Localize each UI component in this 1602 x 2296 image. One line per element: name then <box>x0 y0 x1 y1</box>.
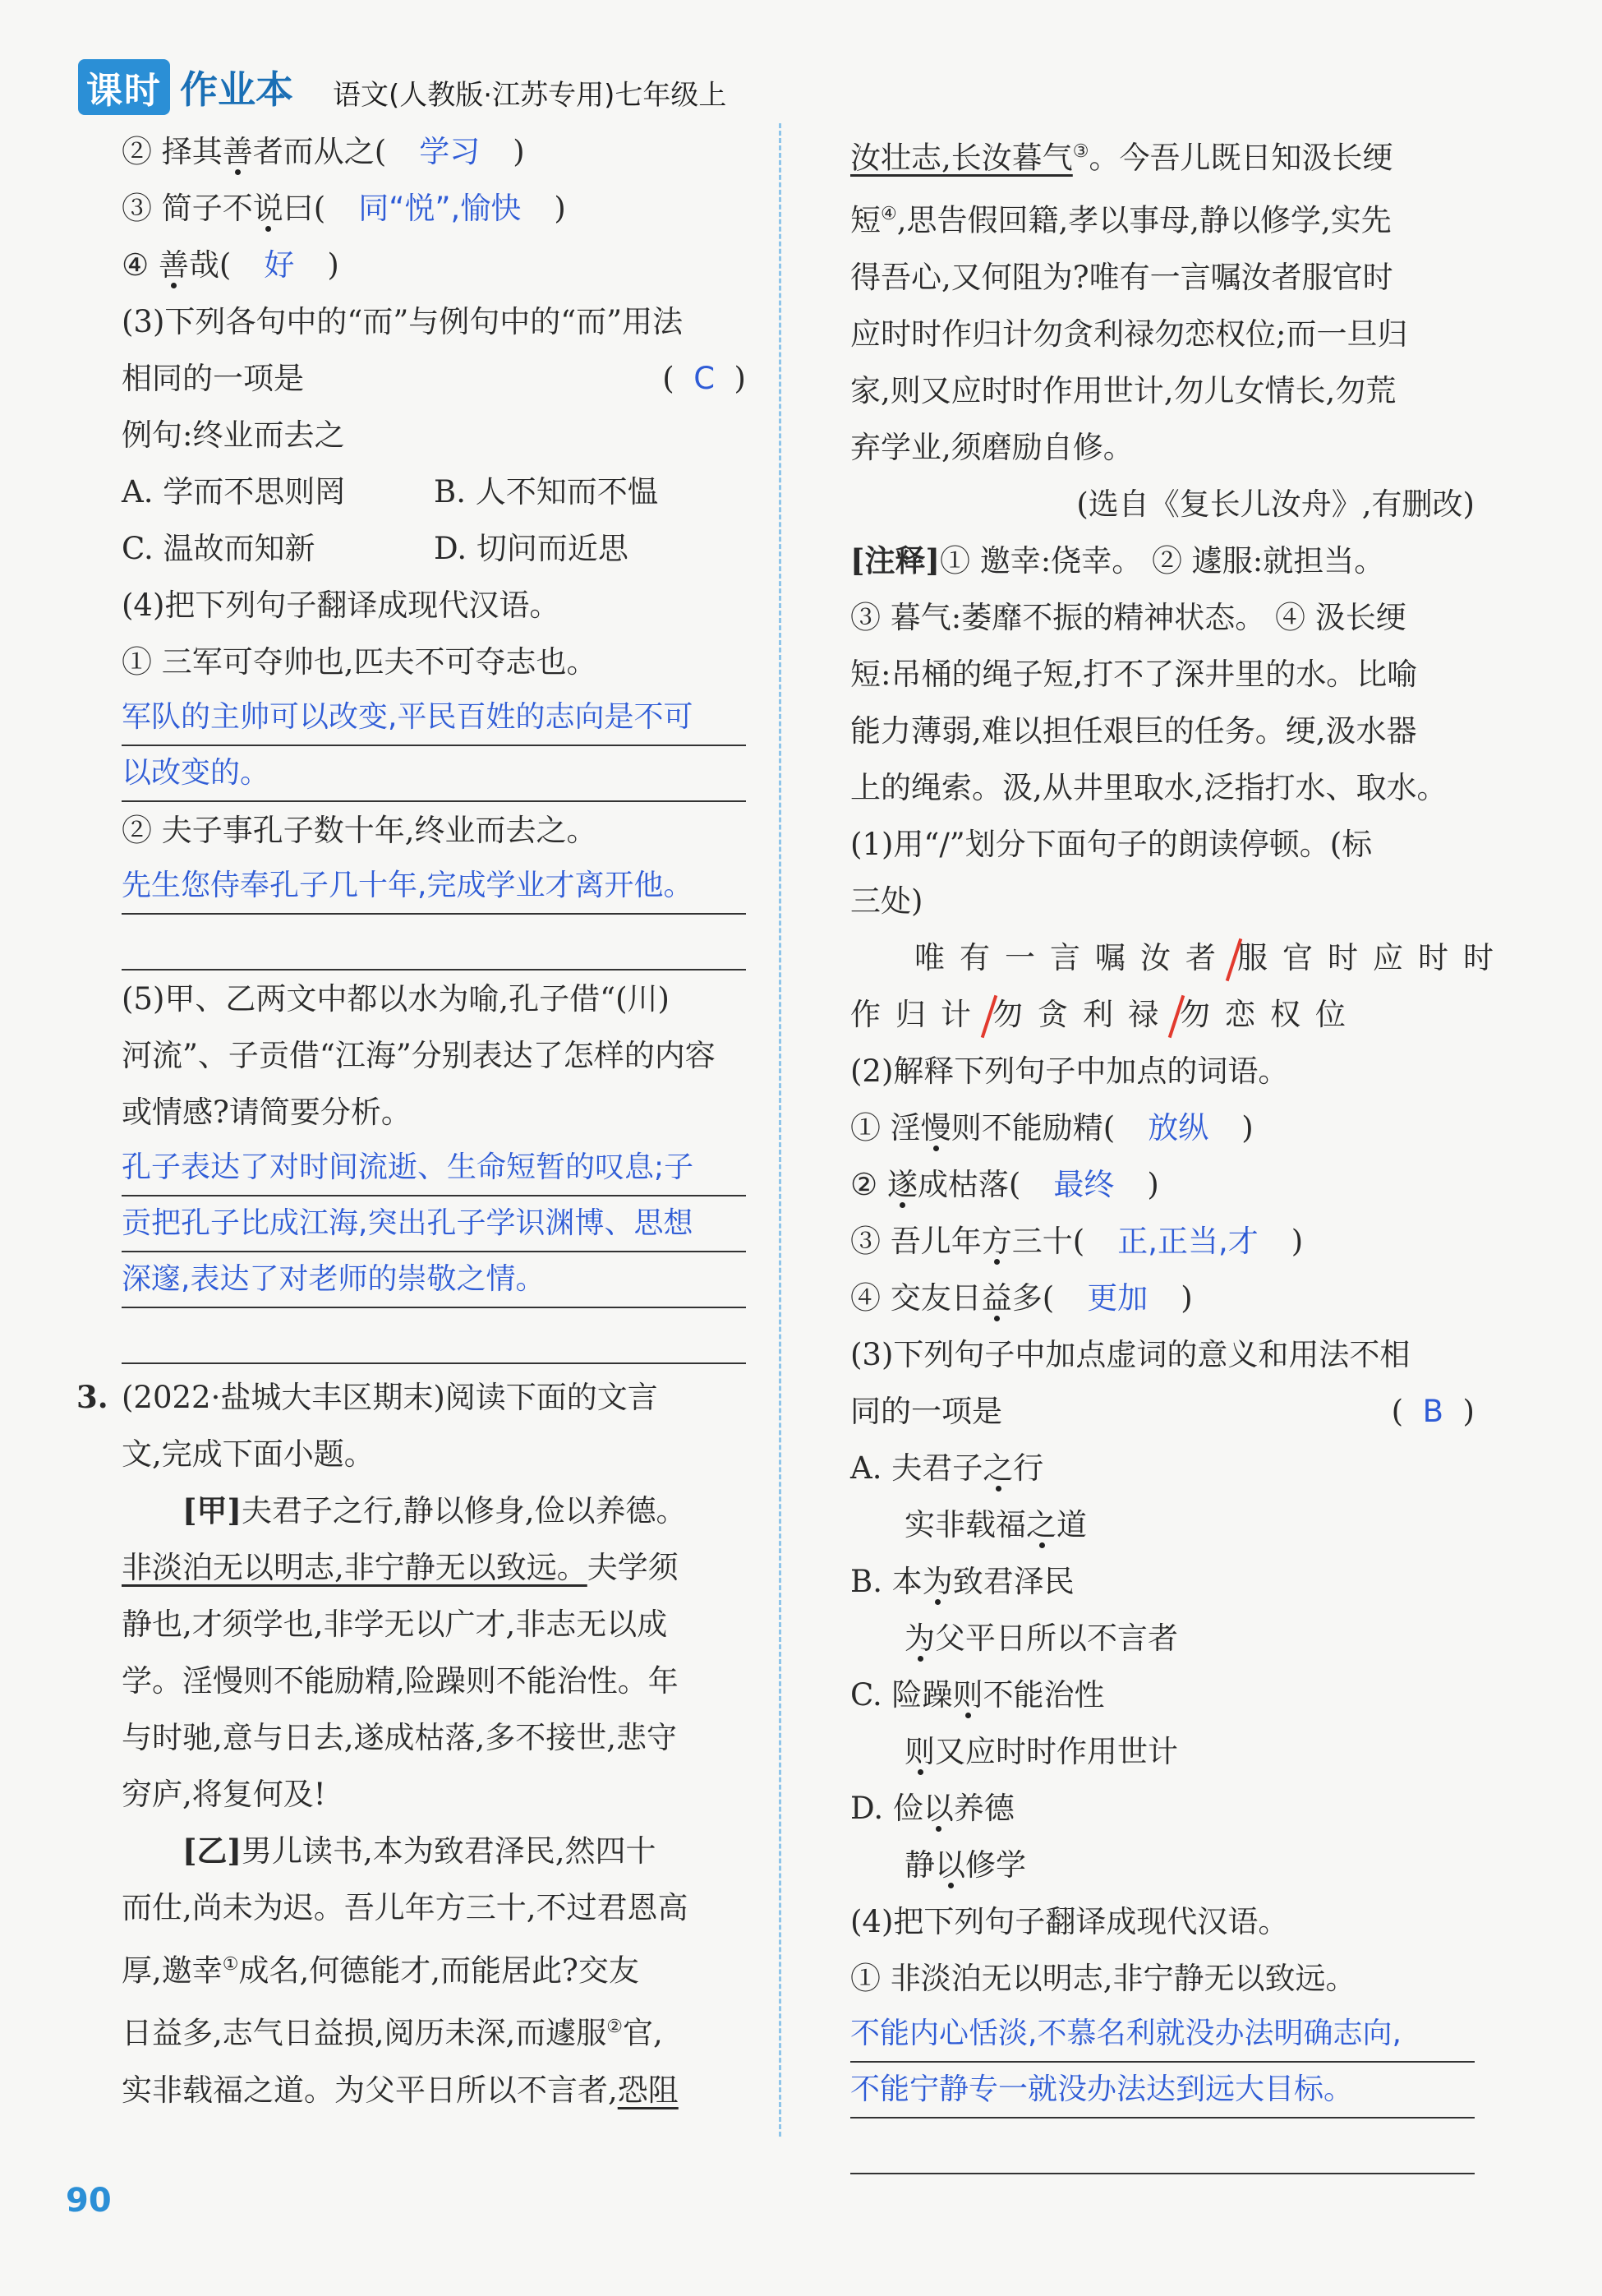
p1-seg5: 勿恋权位 <box>1180 996 1360 1032</box>
jia-line6: 穷庐,将复何及! <box>122 1777 326 1812</box>
p2-dotted-word: 方 <box>982 1213 1012 1270</box>
q4-answer1-line1: 军队的主帅可以改变,平民百姓的志向是不可 <box>122 690 746 746</box>
q2-answer: 学习 <box>419 134 481 169</box>
p3-option-text: 本 <box>891 1563 923 1599</box>
q2-item-text: 哉( <box>188 247 232 283</box>
p1-sentence-line2 <box>850 986 1475 1043</box>
r-line1 <box>850 123 1475 186</box>
q2-close-paren: ) <box>513 134 525 169</box>
p1-seg2: 服官时应时时 <box>1237 939 1508 975</box>
p2-item-text: 则不能励精( <box>951 1109 1116 1146</box>
p3-dotted-word: 以 <box>935 1837 965 1893</box>
p3-option <box>850 1780 1475 1837</box>
p3-option <box>850 1440 1475 1496</box>
yi-line1-text: 男儿读书,本为致君泽民,然四十 <box>242 1833 656 1869</box>
yi-line3 <box>122 1936 746 1999</box>
q2-item-text: ③ 简子不 <box>122 191 253 226</box>
q2-close-paren: ) <box>327 247 339 283</box>
q2-dotted-word: 善 <box>223 123 253 180</box>
p2-items <box>850 1100 1475 1326</box>
p3-option-label: D. <box>850 1790 884 1826</box>
p3-answer-box: ( B ) <box>1391 1393 1475 1429</box>
q4-sentence1: ① 三军可夺帅也,匹夫不可夺志也。 <box>122 644 597 680</box>
p1-sentence-line1 <box>850 929 1508 986</box>
p3-dotted-word: 则 <box>905 1723 935 1780</box>
q2-item-text: 者而从之( <box>252 134 387 169</box>
notes-line2: ③ 暮气:萎靡不振的精神状态。 ④ 汲长绠 <box>850 599 1406 635</box>
p3-line1: (3)下列句子中加点虚词的意义和用法不相 <box>850 1336 1411 1372</box>
r-line6: 弃学业,须磨励自修。 <box>850 429 1134 465</box>
yi-line4 <box>122 1999 746 2061</box>
p3-option-text: 险躁 <box>891 1676 953 1713</box>
source-citation: (选自《复长儿汝舟》,有删改) <box>1076 486 1475 522</box>
q5-answer-line3: 深邃,表达了对老师的崇敬之情。 <box>122 1252 746 1308</box>
yi-line4-tail: 官, <box>623 2015 663 2051</box>
p2-item-text: 三十( <box>1011 1223 1085 1259</box>
q2-answer: 同“悦”,愉快 <box>358 191 522 226</box>
column-divider <box>779 123 781 2137</box>
p2-close-paren: ) <box>1181 1279 1193 1316</box>
p3-option-text: 父平日所以不言者 <box>935 1620 1178 1656</box>
jia-underlined-sentence: 非淡泊无以明志,非宁静无以致远。 <box>122 1550 587 1585</box>
p4-title: (4)把下列句子翻译成现代汉语。 <box>850 1903 1289 1939</box>
logo <box>78 62 293 112</box>
p1-seg1: 唯有一言嘱汝者 <box>914 939 1231 975</box>
p2-item <box>850 1156 1475 1213</box>
q4-title: (4)把下列句子翻译成现代汉语。 <box>122 588 560 623</box>
p3-dotted-word: 为 <box>905 1610 935 1667</box>
p2-answer: 放纵 <box>1148 1109 1209 1146</box>
p2-title: (2)解释下列句子中加点的词语。 <box>850 1053 1289 1089</box>
yi-line1 <box>122 1823 746 1879</box>
notes-tag: [注释] <box>850 542 941 579</box>
q5-answer-line2: 贡把孔子比成江海,突出孔子学识渊博、思想 <box>122 1196 746 1252</box>
r-line4: 应时时作归计勿贪利禄勿恋权位;而一旦归 <box>850 316 1408 352</box>
p1-seg4: 勿贪利禄 <box>992 996 1173 1032</box>
q2-answer: 好 <box>264 247 295 283</box>
p3-option <box>850 1667 1475 1723</box>
jia-line2-tail: 夫学须 <box>587 1550 679 1585</box>
p3-option-label: C. <box>850 1676 882 1713</box>
p3-option-sentence2 <box>850 1610 1475 1667</box>
q3-option-b: B. 人不知而不愠 <box>434 474 658 509</box>
yi-line3-tail: 成名,何德能才,而能居此?交友 <box>238 1953 639 1989</box>
jia-line1-text: 夫君子之行,静以修身,俭以养德。 <box>242 1493 687 1528</box>
p3-line2 <box>850 1383 1475 1440</box>
p2-item-text: ④ 交友日 <box>850 1279 982 1316</box>
p1-seg3: 作归计 <box>850 996 986 1032</box>
p2-item-text: ③ 吾儿年 <box>850 1223 982 1259</box>
q3-stem-line1: (3)下列各句中的“而”与例句中的“而”用法 <box>122 304 684 339</box>
p2-dotted-word: 遂 <box>887 1156 918 1213</box>
q3-option-a: A. 学而不思则罔 <box>122 474 346 509</box>
right-column <box>850 123 1508 2174</box>
q2-dotted-word: 说 <box>253 180 283 237</box>
q2-item <box>122 237 746 293</box>
q5-line2: 河流”、子贡借“江海”分别表达了怎样的内容 <box>122 1038 716 1073</box>
p1-line1: (1)用“/”划分下面句子的朗读停顿。(标 <box>850 826 1373 862</box>
q2-item-text: 曰( <box>283 191 326 226</box>
r-underlined-continuation: 汝壮志,长汝暮气 <box>850 140 1073 176</box>
p3-option-text: 实非载福 <box>905 1506 1026 1542</box>
p3-option-label: B. <box>850 1563 882 1599</box>
p3-option-text: 行 <box>1013 1450 1044 1486</box>
p3-option-text: 修学 <box>965 1846 1026 1883</box>
p2-dotted-word: 益 <box>982 1270 1012 1326</box>
q5-line1: (5)甲、乙两文中都以水为喻,孔子借“(川) <box>122 981 670 1017</box>
p3-dotted-word: 则 <box>953 1667 983 1723</box>
yi-line4-text: 日益多,志气日益损,阅历未深,而遽服 <box>122 2015 607 2051</box>
p2-item-text: ① 淫 <box>850 1109 921 1146</box>
p2-item-text: 成枯落( <box>917 1166 1021 1202</box>
p2-item-text: 多( <box>1011 1279 1055 1316</box>
notes-line5: 上的绳索。汲,从井里取水,泛指打水、取水。 <box>850 769 1448 805</box>
p4-blank-line <box>850 2118 1475 2174</box>
p3-option-text: 道 <box>1056 1506 1087 1542</box>
logo-text: 作业本 <box>180 67 293 112</box>
q3-option-d: D. 切问而近思 <box>434 531 628 566</box>
q2-item-text: ② 择其 <box>122 134 223 169</box>
p3-option-text: 不能治性 <box>983 1676 1105 1713</box>
yi-line5-text: 实非载福之道。为父平日所以不言者, <box>122 2072 618 2108</box>
jia-line5: 与时驰,意与日去,遂成枯落,多不接世,悲守 <box>122 1720 678 1755</box>
yi-underlined-start: 恐阻 <box>617 2072 679 2108</box>
q4-blank-line <box>122 915 746 970</box>
jia-line3: 静也,才须学也,非学无以广才,非志无以成 <box>122 1607 668 1642</box>
header-subtitle: 语文(人教版·江苏专用)七年级上 <box>333 79 727 112</box>
r-line2-text: 短 <box>850 202 881 238</box>
notes-line1-text: ① 邀幸:侥幸。 ② 遽服:就担当。 <box>940 542 1385 579</box>
notes-line3: 短:吊桶的绳子短,打不了深井里的水。比喻 <box>850 656 1418 692</box>
p2-answer: 正,正当,才 <box>1117 1223 1259 1259</box>
r-line3: 得吾心,又何阻为?唯有一言嘱汝者服官时 <box>850 259 1393 295</box>
q3-options-row2 <box>122 520 746 577</box>
p3-options <box>850 1440 1475 1893</box>
q2-items <box>122 123 746 293</box>
p2-item <box>850 1213 1475 1270</box>
q3-stem-line2 <box>122 350 746 407</box>
p3-option-text: 养德 <box>953 1790 1015 1826</box>
note-ref-1: ① <box>222 1954 239 1975</box>
logo-badge: 课时 <box>78 59 170 115</box>
q3-stem-text: 相同的一项是 <box>122 361 304 396</box>
p3-option-text: 静 <box>905 1846 935 1883</box>
p3-dotted-word: 以 <box>923 1780 954 1837</box>
note-ref-4: ④ <box>881 204 897 225</box>
q3-example: 例句:终业而去之 <box>122 417 345 453</box>
q2-close-paren: ) <box>554 191 566 226</box>
q5-line3: 或情感?请简要分析。 <box>122 1095 412 1130</box>
jia-line2 <box>122 1539 746 1596</box>
note-ref-3: ③ <box>1072 141 1089 162</box>
p3-option-label: A. <box>850 1450 882 1486</box>
p2-item <box>850 1270 1475 1326</box>
q3-intro-text: (2022·盐城大丰区期末)阅读下面的文言 <box>122 1380 658 1415</box>
q2-item <box>122 123 746 180</box>
p3-dotted-word: 之 <box>983 1440 1013 1496</box>
r-line1-tail: 。今吾儿既日知汲长绠 <box>1089 140 1393 176</box>
notes-line1 <box>850 533 1475 589</box>
q5-answer-line1: 孔子表达了对时间流逝、生命短暂的叹息;子 <box>122 1141 746 1196</box>
yi-line3-text: 厚,邀幸 <box>122 1953 223 1989</box>
q5-blank-line <box>122 1308 746 1364</box>
p3-option-text: 夫君子 <box>891 1450 983 1486</box>
p3-option-sentence2 <box>850 1837 1475 1893</box>
page-number: 90 <box>66 2182 112 2220</box>
q3-answer: C <box>693 361 716 396</box>
q4-answer2: 先生您侍奉孔子几十年,完成学业才离开他。 <box>122 859 746 915</box>
q4-sentence2: ② 夫子事孔子数十年,终业而去之。 <box>122 813 597 848</box>
q2-item-text: ④ <box>122 247 159 283</box>
p2-item-text: ② <box>850 1166 887 1202</box>
page-header <box>78 58 1540 115</box>
p3-option-text: 致君泽民 <box>952 1563 1075 1599</box>
r-line5: 家,则又应时时作用世计,勿儿女情长,勿荒 <box>850 372 1397 408</box>
note-ref-2: ② <box>606 2017 624 2038</box>
p1-line2: 三处) <box>850 883 923 919</box>
p3-stem-text: 同的一项是 <box>850 1393 1002 1429</box>
q3-option-c: C. 温故而知新 <box>122 531 315 566</box>
p2-close-paren: ) <box>1291 1223 1304 1259</box>
q4-answer1-line2: 以改变的。 <box>122 746 746 802</box>
p3-answer: B <box>1422 1393 1444 1429</box>
jia-line4: 学。淫慢则不能励精,险躁则不能治性。年 <box>122 1663 679 1699</box>
r-line2 <box>850 186 1475 248</box>
yi-line5 <box>122 2062 746 2118</box>
p3-option-text: 俭 <box>892 1790 923 1826</box>
yi-line2: 而仕,尚未为迟。吾儿年方三十,不过君恩高 <box>122 1890 688 1925</box>
question-number: 3. <box>76 1379 108 1415</box>
q2-dotted-word: 善 <box>159 237 189 293</box>
q3-intro-line2: 文,完成下面小题。 <box>122 1436 375 1472</box>
p3-dotted-word: 为 <box>923 1553 953 1610</box>
p4-sentence1: ① 非淡泊无以明志,非宁静无以致远。 <box>850 1960 1356 1996</box>
p3-dotted-word: 之 <box>1026 1496 1056 1553</box>
q2-item <box>122 180 746 237</box>
p3-option-sentence2 <box>850 1723 1475 1780</box>
p3-option <box>850 1553 1475 1610</box>
p2-answer: 最终 <box>1053 1166 1115 1202</box>
p2-close-paren: ) <box>1241 1109 1254 1146</box>
left-column <box>76 123 746 2118</box>
p4-answer-line1: 不能内心恬淡,不慕名利就没办法明确志向, <box>850 2007 1475 2063</box>
q3-options-row1 <box>122 463 746 520</box>
q3-answer-box: ( C ) <box>662 361 746 396</box>
q3-intro-line1 <box>76 1369 746 1426</box>
p3-option-sentence2 <box>850 1496 1475 1553</box>
jia-tag: [甲] <box>182 1492 242 1528</box>
p2-close-paren: ) <box>1147 1166 1159 1202</box>
p2-item <box>850 1100 1475 1156</box>
p2-answer: 更加 <box>1087 1279 1149 1316</box>
yi-tag: [乙] <box>182 1833 242 1869</box>
notes-line4: 能力薄弱,难以担任艰巨的任务。绠,汲水器 <box>850 712 1417 749</box>
p3-option-text: 又应时时作用世计 <box>935 1733 1178 1769</box>
r-line2-tail: ,思告假回籍,孝以事母,静以修学,实先 <box>896 202 1392 238</box>
p4-answer-line2: 不能宁静专一就没办法达到远大目标。 <box>850 2063 1475 2118</box>
jia-line1 <box>122 1482 746 1539</box>
p2-dotted-word: 慢 <box>921 1100 951 1156</box>
